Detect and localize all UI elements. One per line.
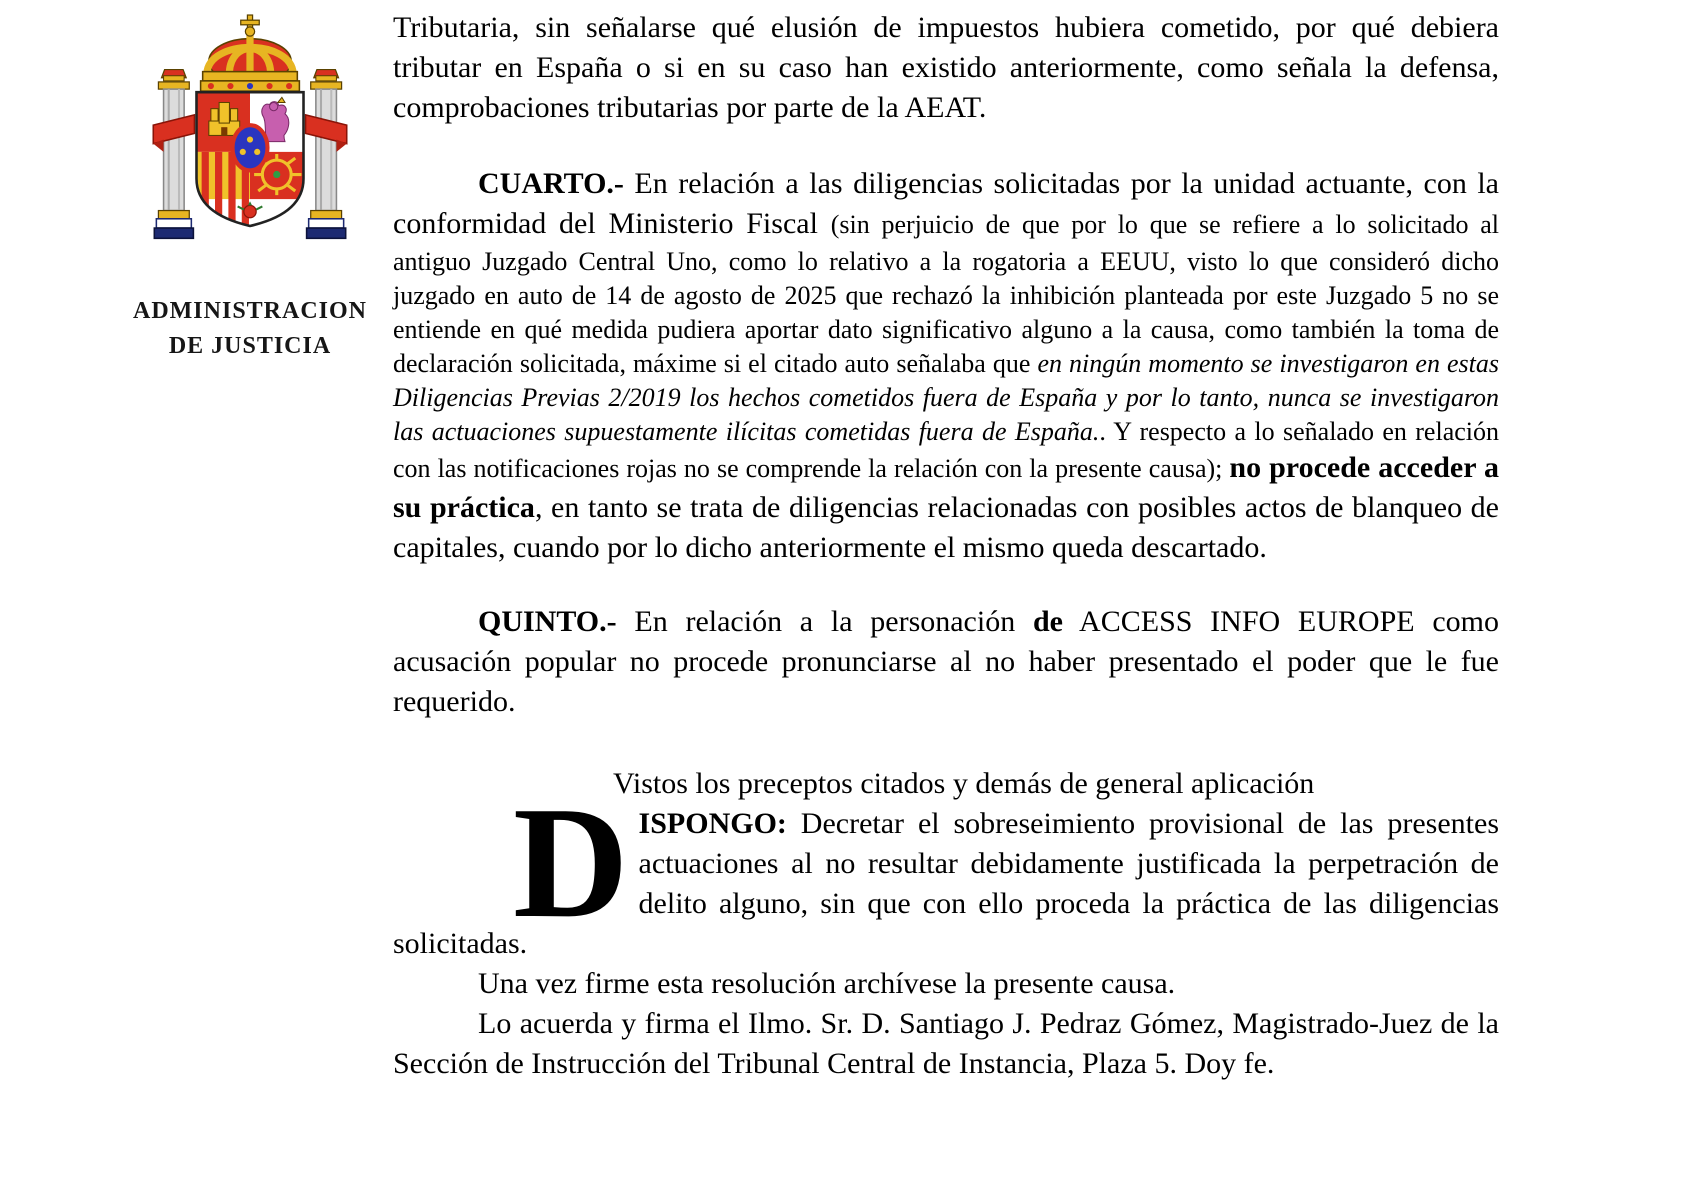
spain-coat-of-arms-icon: [147, 14, 353, 262]
administration-label-line2: DE JUSTICIA: [168, 333, 332, 359]
crown-icon: [201, 15, 300, 91]
paragraph-cuarto: CUARTO.- En relación a las diligencias solicitadas por la unidad actuante, con la conformidad del Ministerio Fiscal (sin perjuicio de que por lo que se refiere a lo solicitado al antiguo Juzgado Central Uno, como lo relativo a la rogatoria a EEUU, visto lo que consideró dicho juzgado en auto de 14 de agosto de 2025 que rechazó la inhibición planteada por este Juzgado 5 no se entiende en qué medida pudiera aportar dato significativo alguno a la causa, como también la toma de declaración solicitada, máxime si el citado auto señalaba que en ningún momento se investigaron en estas Diligencias Previas 2/2019 los hechos cometidos fuera de España y por lo tanto, nunca se investigaron las actuaciones supuestamente ilícitas cometidas fuera de España.. Y respecto a lo señalado en relación con las notificaciones rojas no se comprende la relación con la presente causa); no procede acceder a su práctica, en tanto se trata de diligencias relacionadas con posibles actos de blanqueo de capitales, cuando por lo dicho anteriormente el mismo queda descartado.: [393, 167, 1499, 564]
administration-label: [124, 294, 376, 364]
bourbon-oval-icon: [233, 125, 268, 170]
paragraph-dispongo: DISPONGO: Decretar el sobreseimiento provisional de las presentes actuaciones al no resultar debidamente justificada la perpetración de delito alguno, sin que con ello proceda la práctica de las diligencias solicitadas.: [393, 773, 1499, 960]
paragraph-una-vez-firme: Una vez firme esta resolución archívese la presente causa.: [478, 967, 1176, 1000]
dropcap-letter: D: [513, 773, 629, 951]
sidebar: [124, 14, 376, 364]
paragraph-quinto: QUINTO.- En relación a la personación de ACCESS INFO EUROPE como acusación popular no procede pronunciarse al no haber presentado el poder que le fue requerido.: [393, 605, 1500, 718]
paragraph-firma: Lo acuerda y firma el Ilmo. Sr. D. Santiago J. Pedraz Gómez, Magistrado-Juez de la Sección de Instrucción del Tribunal Central de Instancia, Plaza 5. Doy fe.: [393, 1007, 1499, 1080]
document-body: [393, 8, 1499, 1084]
pillar-right-icon: [306, 70, 347, 239]
navarra-emerald-icon: [273, 171, 280, 178]
administration-label-line1: ADMINISTRACION: [132, 298, 368, 324]
paragraph-tributaria: Tributaria, sin señalarse qué elusión de impuestos hubiera cometido, por qué debiera tributar en España o si en su caso han existido anteriormente, como señala la defensa, comprobaciones tributarias por parte de la AEAT.: [393, 11, 1499, 124]
paragraph-vistos: Vistos los preceptos citados y demás de general aplicación: [613, 767, 1315, 800]
pillar-left-icon: [153, 70, 194, 239]
